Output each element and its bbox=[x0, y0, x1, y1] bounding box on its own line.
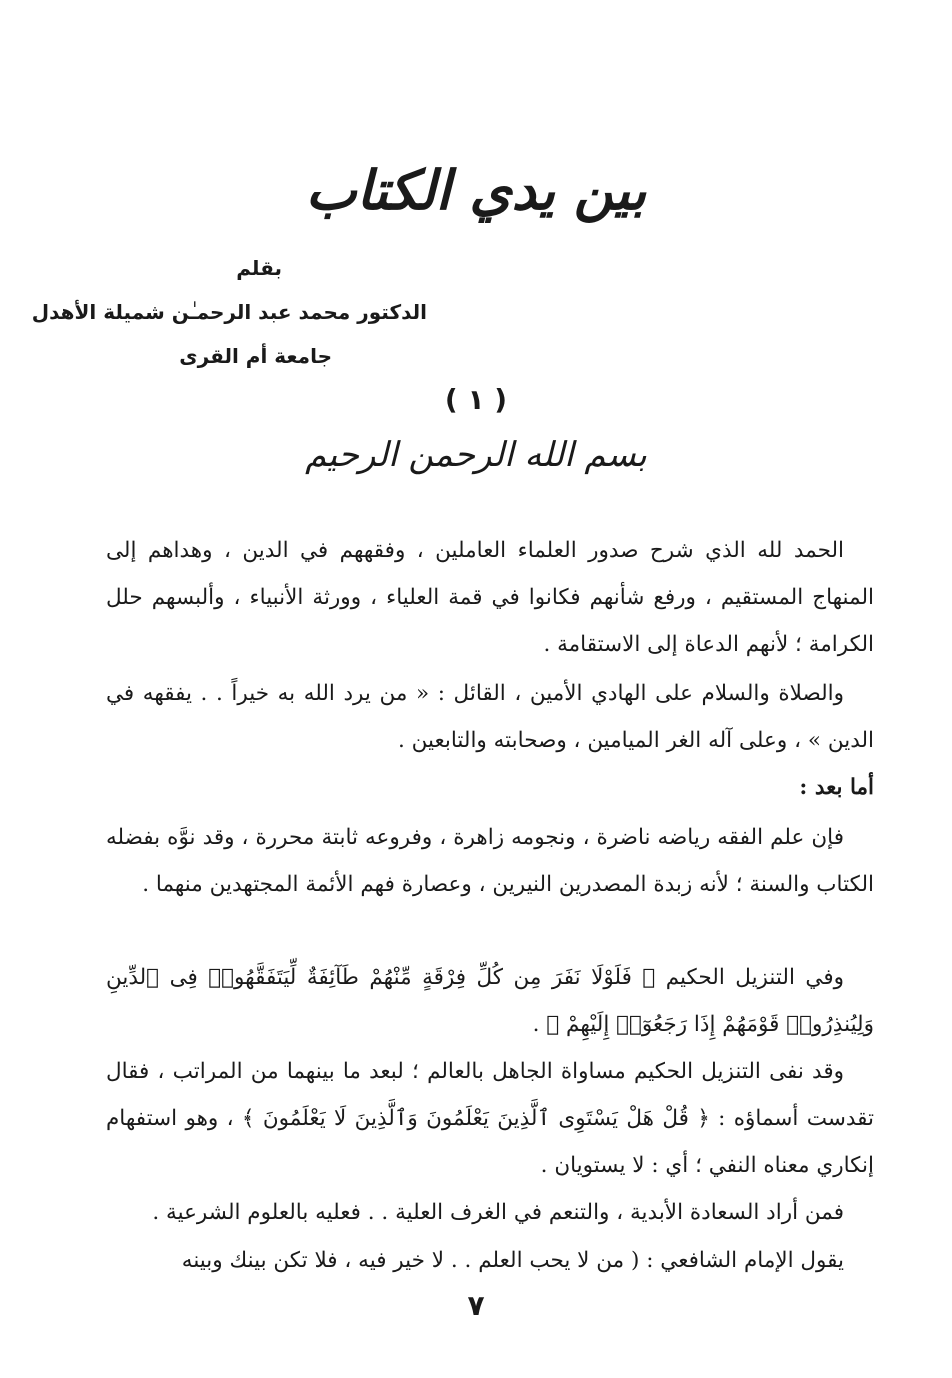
basmala-calligraphy: بسم الله الرحمن الرحيم bbox=[305, 435, 647, 475]
author-name: الدكتور محمد عبد الرحمـٰن شميلة الأهدل bbox=[31, 300, 427, 324]
paragraph-quran-equality: وقد نفى التنزيل الحكيم مساواة الجاهل بالعالم ؛ لبعد ما بينهما من المراتب ، فقال تقدست أسماؤه : ﴿ قُلْ هَلْ يَسْتَوِى ٱلَّذِينَ يَعْلَمُونَ وَٱلَّذِينَ لَا يَعْلَمُونَ ﴾ ، وهو استفهام إنكاري معناه النفي ؛ أي : لا يستويان . bbox=[106, 1058, 874, 1178]
paragraph-salutation: والصلاة والسلام على الهادي الأمين ، القائل : « من يرد الله به خيراً . . يفقهه في الدين » ، وعلى آله الغر الميامين ، وصحابته والتابعين . bbox=[106, 680, 874, 753]
chapter-title: بين يدي الكتاب bbox=[305, 158, 647, 222]
paragraph-eternal-happiness: فمن أراد السعادة الأبدية ، والتنعم في الغرف العلية . . فعليه بالعلوم الشرعية . bbox=[152, 1199, 844, 1225]
paragraph-quran-tafaqquh: وفي التنزيل الحكيم ﴿ فَلَوْلَا نَفَرَ مِن كُلِّ فِرْقَةٍ مِّنْهُمْ طَآئِفَةٌ لِّيَتَفَقَّهُوا۟ فِى ٱلدِّينِ وَلِيُنذِرُوا۟ قَوْمَهُمْ إِذَا رَجَعُوٓا۟ إِلَيْهِمْ ﴾ . bbox=[106, 964, 874, 1037]
byline-label: بقلم bbox=[236, 256, 282, 280]
paragraph-shafii-quote: يقول الإمام الشافعي : ( من لا يحب العلم . . لا خير فيه ، فلا تكن بينك وبينه bbox=[181, 1247, 844, 1273]
author-institution: جامعة أم القرى bbox=[179, 344, 332, 368]
paragraph-praise: الحمد لله الذي شرح صدور العلماء العاملين ، وفقههم في الدين ، وهداهم إلى المنهاج المستقيم ، ورفع شأنهم فكانوا في قمة العلياء ، وورثة الأنبياء ، وألبسهم حلل الكرامة ؛ لأنهم الدعاة إلى الاستقامة . bbox=[106, 537, 874, 657]
paragraph-fiqh-merit: فإن علم الفقه رياضه ناضرة ، ونجومه زاهرة ، وفروعه ثابتة محررة ، وقد نوَّه بفضله الكتاب والسنة ؛ لأنه زبدة المصدرين النيرين ، وعصارة فهم الأئمة المجتهدين منهما . bbox=[106, 824, 874, 897]
section-number: ( ١ ) bbox=[444, 383, 508, 416]
page-number: ٧ bbox=[467, 1289, 485, 1322]
paragraph-amma-baad: أما بعد : bbox=[799, 774, 874, 800]
